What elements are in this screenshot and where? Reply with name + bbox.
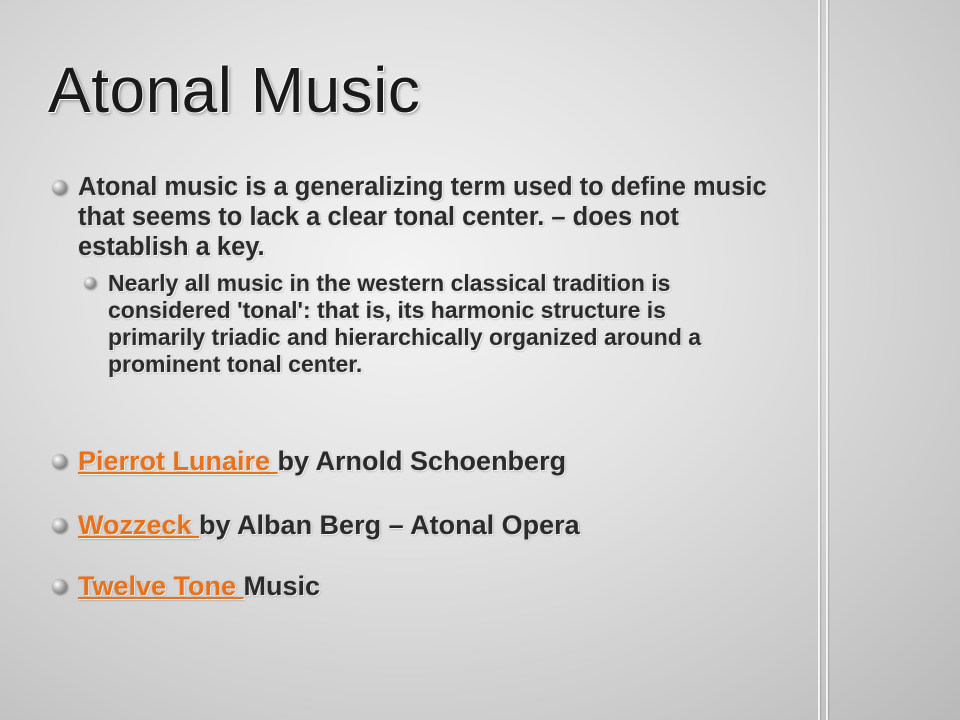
- bullet-dot: [52, 180, 67, 195]
- bullet-atonal-definition: Atonal music is a generalizing term used to define music that seems to lack a clear tonal center. – does not establish a key.: [78, 173, 767, 261]
- bullet-dot: [52, 518, 67, 533]
- link-pierrot-lunaire[interactable]: Pierrot Lunaire: [78, 446, 278, 476]
- bullet-twelve-tone-text: Music: [243, 571, 321, 601]
- sub-bullet-dot: [84, 277, 96, 289]
- bullet-pierrot-lunaire-text: by Arnold Schoenberg: [277, 446, 567, 476]
- decorative-rule-left: [818, 0, 820, 720]
- bullet-pierrot-lunaire: [78, 445, 566, 477]
- bullet-dot: [52, 579, 67, 594]
- bullet-wozzeck: [78, 509, 580, 541]
- sub-bullet-tonal-tradition: Nearly all music in the western classical tradition is considered 'tonal': that is, its harmonic structure is primarily triadic and hierarchically organized around a prominent tonal center.: [108, 270, 702, 377]
- bullet-twelve-tone: [78, 570, 320, 602]
- bullet-dot: [52, 454, 67, 469]
- link-wozzeck[interactable]: Wozzeck: [78, 510, 200, 540]
- bullet-wozzeck-text: by Alban Berg – Atonal Opera: [199, 510, 580, 540]
- decorative-rule-right: [826, 0, 828, 720]
- link-twelve-tone[interactable]: Twelve Tone: [78, 571, 244, 601]
- slide-title: Atonal Music: [48, 54, 421, 126]
